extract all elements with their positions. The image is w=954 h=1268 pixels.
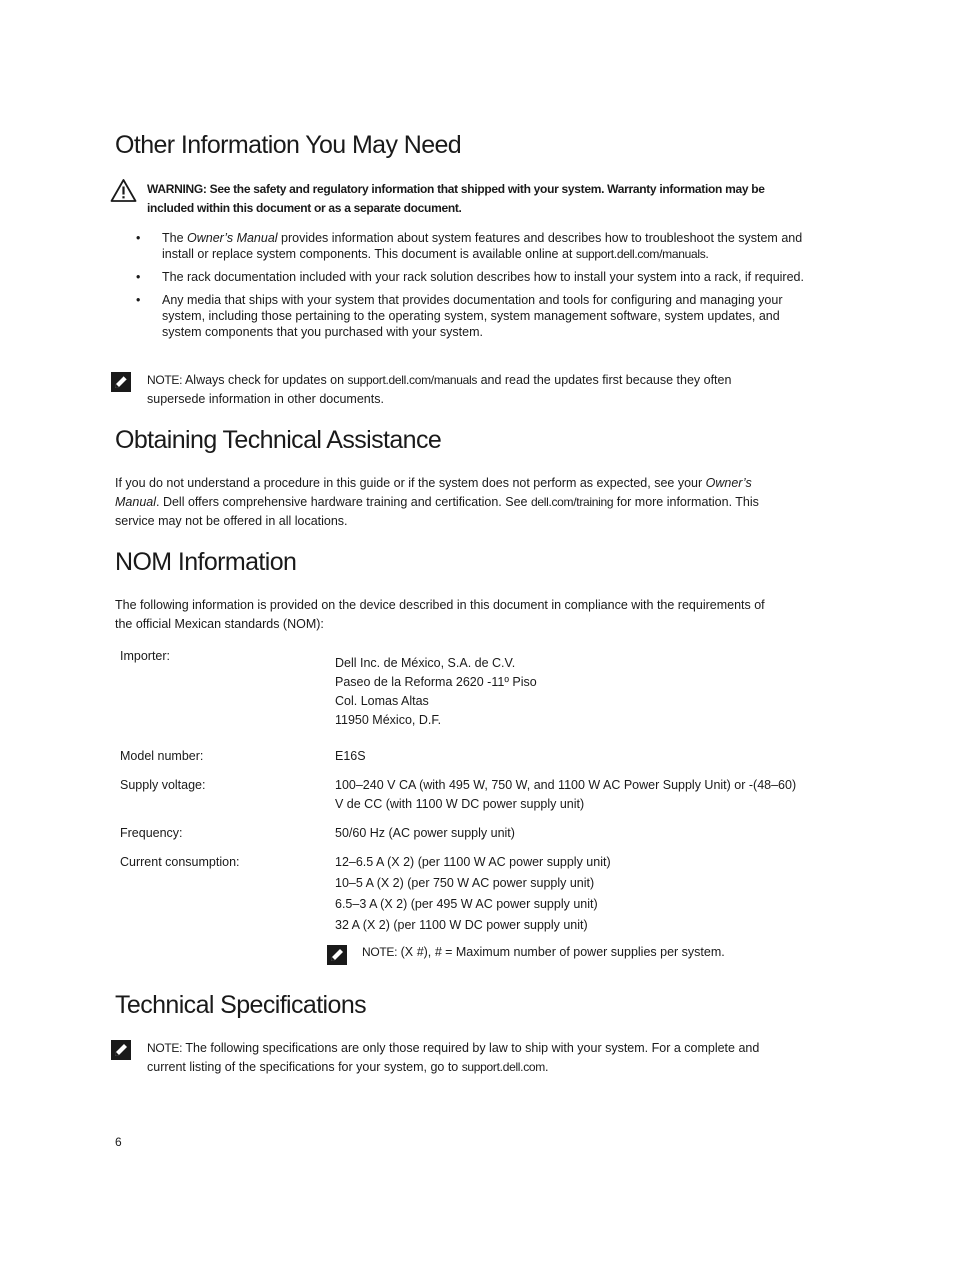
note-power-supplies: NOTE: (X #), # = Maximum number of power supplies per system. [362, 945, 725, 959]
warning-icon [110, 178, 137, 203]
note-pencil-icon [111, 372, 131, 392]
dell-training-link[interactable]: dell.com/training [530, 495, 614, 509]
supply-voltage-label: Supply voltage: [120, 778, 206, 792]
warning-line-2: included within this document or as a separate document. [147, 201, 462, 215]
list-item-media: • Any media that ships with your system that provides documentation and tools for configuring and managing your system, including those pertaining to the operating system, system management software, system updates, and system components that you purchased with your system. [136, 293, 783, 339]
owners-manual-title: Owner’s Manual [187, 231, 278, 245]
note-label: NOTE: [362, 945, 398, 959]
model-number-label: Model number: [120, 749, 204, 763]
heading-nom-information: NOM Information [115, 548, 297, 576]
note-pencil-icon [327, 945, 347, 965]
assistance-paragraph: If you do not understand a procedure in this guide or if the system does not perform as expected, see your Owner’s Manual. Dell offers comprehensive hardware training and certification. See dell.com/training for more information. This service may not be offered in all locations. [115, 476, 759, 528]
support-dell-link[interactable]: support.dell.com [461, 1060, 545, 1074]
support-manuals-link-2[interactable]: support.dell.com/manuals [347, 373, 478, 387]
nom-intro: The following information is provided on the device described in this document in compliance with the requirements of the official Mexican standards (NOM): [115, 598, 765, 631]
note-updates: NOTE: Always check for updates on support.dell.com/manuals and read the updates first because they often supersede information in other documents. [147, 373, 732, 406]
page-number: 6 [115, 1135, 122, 1149]
frequency-label: Frequency: [120, 826, 183, 840]
warning-line-1: WARNING: See the safety and regulatory information that shipped with your system. Warranty information may be [147, 182, 765, 196]
heading-other-information: Other Information You May Need [115, 131, 462, 159]
heading-technical-specifications: Technical Specifications [115, 991, 367, 1019]
note-specifications: NOTE: The following specifications are only those required by law to ship with your system. For a complete and current listing of the specifications for your system, go to support.dell.com. [147, 1041, 760, 1074]
support-manuals-link[interactable]: support.dell.com/manuals [575, 247, 706, 261]
note-pencil-icon [111, 1040, 131, 1060]
model-number-value: E16S [335, 749, 366, 763]
importer-address: Dell Inc. de México, S.A. de C.V. Paseo de la Reforma 2620 -11º Piso Col. Lomas Altas 11950 México, D.F. [335, 656, 537, 727]
supply-voltage-value: 100–240 V CA (with 495 W, 750 W, and 1100 W AC Power Supply Unit) or -(48–60) V de CC (with 1100 W DC power supply unit) [335, 778, 797, 811]
list-item-owners-manual: • The Owner’s Manual provides information about system features and describes how to troubleshoot the system and install or replace system components. This document is available online at support.dell.com/manuals. [136, 231, 803, 261]
note-label: NOTE: [147, 1041, 183, 1055]
importer-label: Importer: [120, 649, 171, 663]
current-consumption-values: 12–6.5 A (X 2) (per 1100 W AC power supply unit) 10–5 A (X 2) (per 750 W AC power supply unit) 6.5–3 A (X 2) (per 495 W AC power supply unit) 32 A (X 2) (per 1100 W DC power supply unit) [335, 855, 611, 932]
list-item-rack-documentation: • The rack documentation included with your rack solution describes how to install your system into a rack, if required. [136, 270, 804, 284]
bullet-icon: • [136, 293, 141, 307]
note-label: NOTE: [147, 373, 183, 387]
bullet-icon: • [136, 231, 141, 245]
heading-technical-assistance: Obtaining Technical Assistance [115, 426, 442, 454]
bullet-icon: • [136, 270, 141, 284]
warning-text [147, 180, 765, 218]
current-consumption-label: Current consumption: [120, 855, 240, 869]
frequency-value: 50/60 Hz (AC power supply unit) [335, 826, 515, 840]
documentation-list [130, 230, 820, 347]
